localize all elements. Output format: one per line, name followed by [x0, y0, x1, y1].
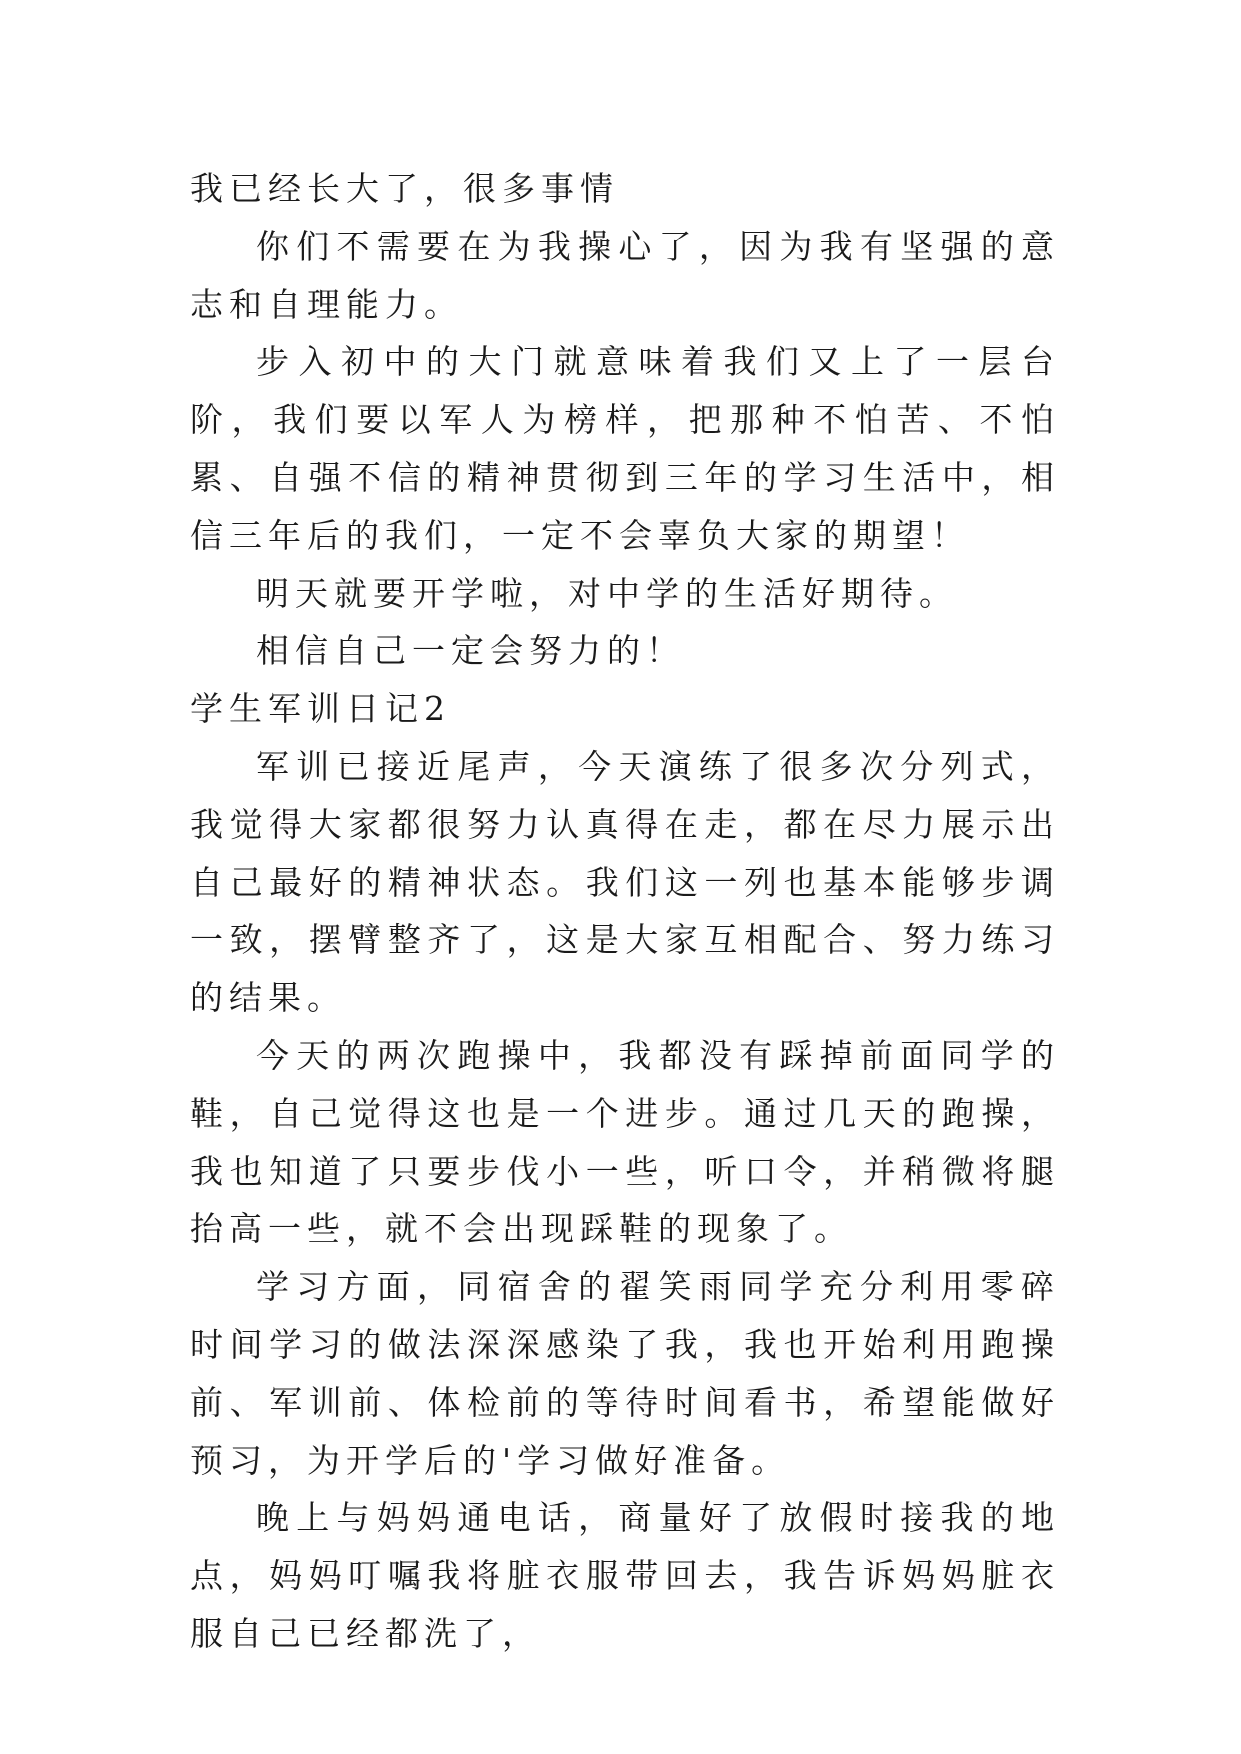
paragraph: 军训已接近尾声，今天演练了很多次分列式，我觉得大家都很努力认真得在走，都在尽力展示出自己最好的精神状态。我们这一列也基本能够步调一致，摆臂整齐了，这是大家互相配合、努力练习的结果。 — [190, 746, 1060, 1018]
paragraph: 晚上与妈妈通电话，商量好了放假时接我的地点，妈妈叮嘱我将脏衣服带回去，我告诉妈妈脏衣服自己已经都洗了， — [190, 1498, 1060, 1653]
paragraph: 今天的两次跑操中，我都没有踩掉前面同学的鞋，自己觉得这也是一个进步。通过几天的跑操，我也知道了只要步伐小一些，听口令，并稍微将腿抬高一些，就不会出现踩鞋的现象了。 — [190, 1035, 1060, 1249]
paragraph-continuation: 我已经长大了，很多事情 — [190, 169, 619, 208]
paragraph: 明天就要开学啦，对中学的生活好期待。 — [256, 573, 958, 613]
paragraph: 步入初中的大门就意味着我们又上了一层台阶，我们要以军人为榜样，把那种不怕苦、不怕累、自强不信的精神贯彻到三年的学习生活中，相信三年后的我们，一定不会辜负大家的期望！ — [190, 342, 1060, 555]
paragraph: 学习方面，同宿舍的翟笑雨同学充分利用零碎时间学习的做法深深感染了我，我也开始利用跑操前、军训前、体检前的等待时间看书，希望能做好预习，为开学后的'学习做好准备。 — [190, 1267, 1060, 1480]
paragraph: 你们不需要在为我操心了，因为我有坚强的意志和自理能力。 — [190, 226, 1060, 324]
paragraph: 相信自己一定会努力的！ — [256, 631, 685, 671]
section-title: 学生军训日记2 — [190, 689, 451, 729]
document-body — [190, 160, 1060, 1663]
